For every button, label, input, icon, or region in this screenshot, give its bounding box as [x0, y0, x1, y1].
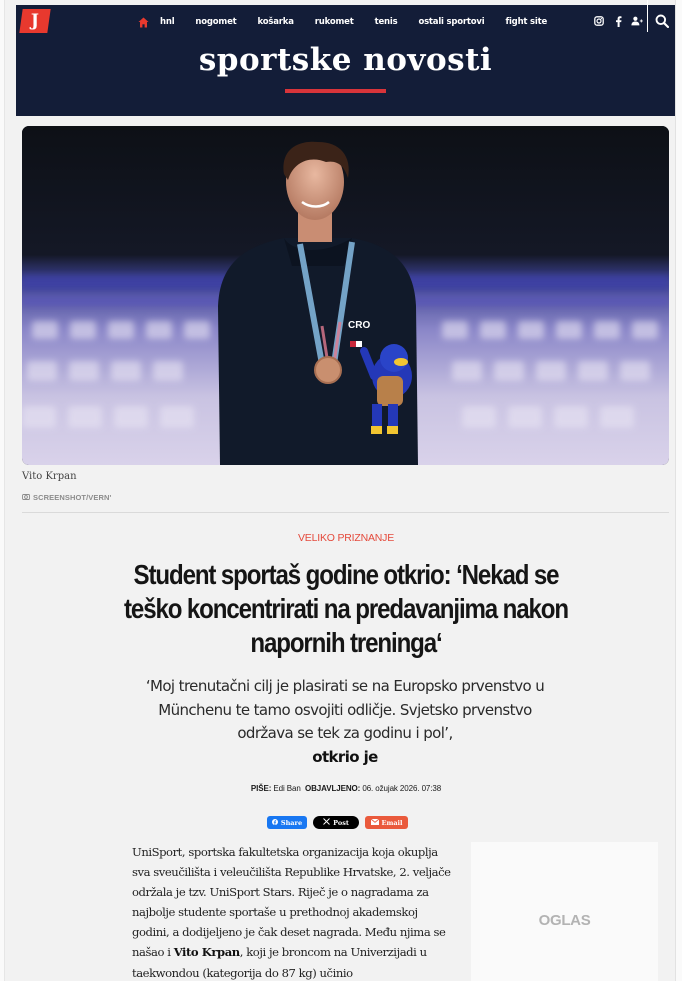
- site-logo[interactable]: [19, 9, 50, 33]
- home-icon[interactable]: [138, 17, 149, 28]
- share-x-button[interactable]: [313, 816, 359, 829]
- nav-item-hnl[interactable]: hnl: [160, 17, 175, 27]
- byline-author[interactable]: Edi Ban: [273, 784, 301, 793]
- section-divider: [22, 512, 669, 513]
- logo-letter: J: [30, 10, 40, 31]
- article-body: [132, 842, 457, 981]
- share-facebook-label: Share: [280, 818, 303, 827]
- photo-caption: Vito Krpan: [22, 471, 77, 482]
- lead-quote: ‘Moj trenutačni cilj je plasirati se na Europsko prvenstvo u Münchenu te tamo osvojiti odličje. Svjetsko prvenstvo održava se tek za godinu i pol’,: [145, 677, 545, 742]
- byline-published-label: OBJAVLJENO:: [305, 784, 361, 793]
- body-paragraph: [132, 842, 457, 981]
- lead-attribution: otkrio je: [312, 747, 378, 766]
- instagram-icon[interactable]: [593, 15, 605, 27]
- nav-item-fight-site[interactable]: fight site: [505, 17, 548, 27]
- social-links: [593, 14, 643, 28]
- site-title[interactable]: sportske novosti: [198, 42, 493, 78]
- nav-item-ostali-sportovi[interactable]: ostali sportovi: [418, 17, 485, 27]
- body-bold-name: Vito Krpan: [173, 945, 240, 960]
- site-header: [16, 5, 675, 116]
- ad-slot[interactable]: [471, 842, 658, 981]
- article-photo: [22, 126, 669, 465]
- article-lead: [145, 675, 545, 769]
- x-icon: [323, 818, 330, 827]
- share-facebook-button[interactable]: [267, 816, 307, 829]
- main-nav: [138, 14, 568, 30]
- photo-credit: [22, 493, 111, 502]
- email-icon: [371, 819, 379, 827]
- article-kicker[interactable]: VELIKO PRIZNANJE: [298, 532, 394, 544]
- camera-icon: [22, 493, 30, 502]
- article-headline: Student sportaš godine otkrio: ‘Nekad se teško koncentrirati na predavanjima nakon napornih treninga‘: [124, 559, 568, 658]
- photo-credit-text: SCREENSHOT/VERN': [33, 493, 112, 502]
- facebook-icon[interactable]: [612, 15, 624, 27]
- nav-item-nogomet[interactable]: nogomet: [195, 17, 237, 27]
- nav-item-rukomet[interactable]: rukomet: [314, 17, 354, 27]
- share-email-button[interactable]: [365, 816, 408, 829]
- byline-date: 06. ožujak 2026. 07:38: [362, 784, 442, 793]
- byline: [5, 784, 682, 793]
- share-buttons: [267, 816, 408, 829]
- byline-author-label: PIŠE:: [250, 784, 272, 793]
- body-text-after: , koji je broncom na Univerzijadi u taekwondou (kategorija do 87 kg) učinio: [132, 945, 427, 980]
- share-email-label: Email: [381, 818, 403, 827]
- jacket-text: CRO: [348, 320, 371, 331]
- title-underline: [285, 89, 386, 93]
- search-icon[interactable]: [655, 14, 669, 28]
- nav-item-tenis[interactable]: tenis: [374, 17, 398, 27]
- page: [4, 0, 676, 981]
- user-add-icon[interactable]: [631, 15, 643, 27]
- facebook-icon: [272, 819, 278, 827]
- share-x-label: Post: [333, 818, 349, 827]
- body-text-before: UniSport, sportska fakultetska organizacija koja okuplja sva sveučilišta i veleučilišta Republike Hrvatske, 2. veljače održala je tzv. UniSport Stars. Riječ je o nagradama za najbolje studente sportaše u prethodnoj akademskoj godini, a dodijeljeno je čak deset nagrada. Među njima se našao i: [132, 845, 451, 960]
- nav-item-kosarka[interactable]: košarka: [257, 17, 294, 27]
- header-divider: [647, 0, 648, 32]
- ad-label: OGLAS: [538, 912, 591, 929]
